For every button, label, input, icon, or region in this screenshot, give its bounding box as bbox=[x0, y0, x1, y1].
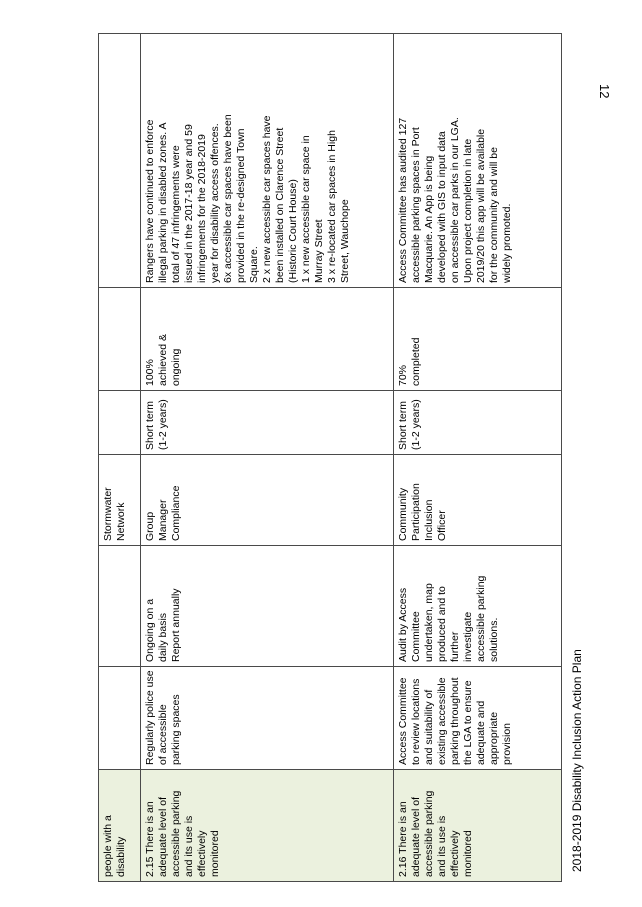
table-row bbox=[141, 34, 394, 882]
cell-text-line: Macquarie. An App is being bbox=[423, 155, 435, 283]
cell-text-line: parking spaces bbox=[170, 694, 182, 765]
cell-text-line: infringements for the 2018-2019 bbox=[196, 134, 208, 283]
cell-text-line: Report annually bbox=[170, 588, 182, 662]
cell-status bbox=[141, 288, 394, 391]
cell-text-line: Regularly police use bbox=[144, 670, 156, 765]
cell-text-line: daily basis bbox=[157, 612, 169, 662]
cell-text-line: people with a bbox=[102, 815, 114, 877]
table-row-continued bbox=[99, 34, 141, 882]
cell-text-line: Stormwater bbox=[102, 487, 114, 541]
cell-text-line: appropriate bbox=[488, 711, 500, 765]
cell-text-line: 100% bbox=[144, 359, 156, 386]
cell-text-line: parking throughout bbox=[449, 677, 461, 765]
cell-text-line: Access Committee bbox=[397, 677, 409, 765]
cell-responsibility bbox=[141, 455, 394, 546]
cell-text-line: adequate level of bbox=[410, 797, 422, 877]
cell-comments bbox=[394, 34, 562, 288]
cell-text-line: accessible parking bbox=[475, 575, 487, 662]
cell-text-line: been installed on Clarence Street bbox=[274, 127, 286, 283]
cell-text-line: 1 x new accessible car space in bbox=[300, 135, 312, 283]
cell-text-line: Group bbox=[144, 511, 156, 541]
cell-text-line: accessible parking bbox=[423, 790, 435, 877]
cell-text-line: accessible parking bbox=[170, 790, 182, 877]
cell-text-line: undertaken, map bbox=[423, 583, 435, 662]
cell-text-line: (1-2 years) bbox=[410, 399, 422, 450]
cell-text-line: completed bbox=[410, 337, 422, 386]
cell-text-line: Square. bbox=[248, 246, 260, 283]
cell-text-line: Officer bbox=[436, 510, 448, 541]
cell-timeframe bbox=[141, 391, 394, 455]
cell-text-line: illegal parking in disabled zones. A bbox=[157, 122, 169, 283]
cell-text-line: Short term bbox=[397, 400, 409, 450]
cell-text-line: Short term bbox=[144, 400, 156, 450]
cell-goal bbox=[99, 770, 141, 882]
cell-text-line: adequate level of bbox=[157, 797, 169, 877]
cell-text-line: and suitability of bbox=[423, 689, 435, 765]
cell-text-line: Street, Wauchope bbox=[339, 199, 351, 283]
cell-text-line: accessible parking spaces in Port bbox=[410, 127, 422, 283]
cell-text-line: further bbox=[449, 631, 461, 662]
cell-text-line: Participation bbox=[410, 483, 422, 541]
cell-responsibility bbox=[394, 455, 562, 546]
cell-text-line: and its use is bbox=[183, 815, 195, 877]
cell-text-line: effectively bbox=[449, 830, 461, 877]
cell-text-line: Upon project completion in late bbox=[462, 138, 474, 283]
cell-text-line: disability bbox=[115, 836, 127, 877]
cell-text-line: widely promoted. bbox=[501, 203, 513, 283]
cell-text-line: Inclusion bbox=[423, 499, 435, 541]
cell-measure bbox=[99, 546, 141, 667]
cell-text-line: existing accessible bbox=[436, 677, 448, 765]
cell-action bbox=[394, 667, 562, 770]
cell-text-line: issued in the 2017-18 year and 59 bbox=[183, 124, 195, 283]
cell-text-line: Ongoing on a bbox=[144, 598, 156, 662]
cell-text-line: 70% bbox=[397, 364, 409, 386]
cell-text-line: 2019/20 this app will be available bbox=[475, 128, 487, 283]
cell-text-line: Manager bbox=[157, 499, 169, 541]
cell-text-line: Audit by Access bbox=[397, 587, 409, 662]
cell-text-line: developed with GIS to input data bbox=[436, 131, 448, 283]
cell-text-line: 6x accessible car spaces have been bbox=[222, 114, 234, 283]
cell-text-line: solutions. bbox=[488, 617, 500, 662]
cell-text-line: provided in the re-designed Town bbox=[235, 128, 247, 283]
cell-text-line: of accessible bbox=[157, 704, 169, 765]
cell-text-line: monitored bbox=[209, 830, 221, 877]
cell-goal bbox=[394, 770, 562, 882]
page-number: 12 bbox=[597, 84, 612, 99]
cell-comments bbox=[141, 34, 394, 288]
cell-text-line: (1-2 years) bbox=[157, 399, 169, 450]
cell-text-line: provision bbox=[501, 722, 513, 765]
cell-comments bbox=[99, 34, 141, 288]
cell-status bbox=[394, 288, 562, 391]
footer-title: 2018-2019 Disability Inclusion Action Plan bbox=[570, 649, 584, 872]
cell-text-line: for the community and will be bbox=[488, 147, 500, 283]
cell-text-line: achieved & bbox=[157, 334, 169, 386]
cell-text-line: effectively bbox=[196, 830, 208, 877]
cell-action bbox=[99, 667, 141, 770]
action-plan-table bbox=[98, 33, 562, 882]
cell-measure bbox=[394, 546, 562, 667]
cell-text-line: investigate bbox=[462, 611, 474, 662]
rotated-table-container bbox=[98, 34, 556, 882]
cell-text-line: adequate and bbox=[475, 700, 487, 765]
cell-text-line: Murray Street bbox=[313, 219, 325, 283]
cell-text-line: and its use is bbox=[436, 815, 448, 877]
cell-action bbox=[141, 667, 394, 770]
cell-timeframe bbox=[99, 391, 141, 455]
cell-text-line: 2.15 There is an bbox=[144, 801, 156, 877]
cell-text-line: total of 47 infringements were bbox=[170, 145, 182, 283]
cell-text-line: monitored bbox=[462, 830, 474, 877]
cell-text-line: on accessible car parks in our LGA. bbox=[449, 117, 461, 283]
cell-text-line: 2 x new accessible car spaces have bbox=[261, 115, 273, 283]
cell-text-line: (Historic Court House) bbox=[287, 179, 299, 283]
cell-text-line: Compliance bbox=[170, 485, 182, 541]
cell-text-line: 2.16 There is an bbox=[397, 801, 409, 877]
cell-responsibility bbox=[99, 455, 141, 546]
cell-timeframe bbox=[394, 391, 562, 455]
cell-goal bbox=[141, 770, 394, 882]
cell-text-line: Committee bbox=[410, 611, 422, 662]
cell-text-line: Rangers have continued to enforce bbox=[144, 119, 156, 283]
table-row bbox=[394, 34, 562, 882]
cell-measure bbox=[141, 546, 394, 667]
cell-text-line: year for disability access offences. bbox=[209, 123, 221, 283]
cell-text-line: ongoing bbox=[170, 348, 182, 386]
cell-text-line: Community bbox=[397, 487, 409, 541]
cell-text-line: Access Committee has audited 127 bbox=[397, 117, 409, 283]
cell-text-line: 3 x re-located car spaces in High bbox=[326, 130, 338, 283]
cell-text-line: the LGA to ensure bbox=[462, 680, 474, 765]
cell-text-line: Network bbox=[115, 502, 127, 541]
cell-text-line: to review locations bbox=[410, 678, 422, 765]
cell-text-line: produced and to bbox=[436, 586, 448, 662]
cell-status bbox=[99, 288, 141, 391]
